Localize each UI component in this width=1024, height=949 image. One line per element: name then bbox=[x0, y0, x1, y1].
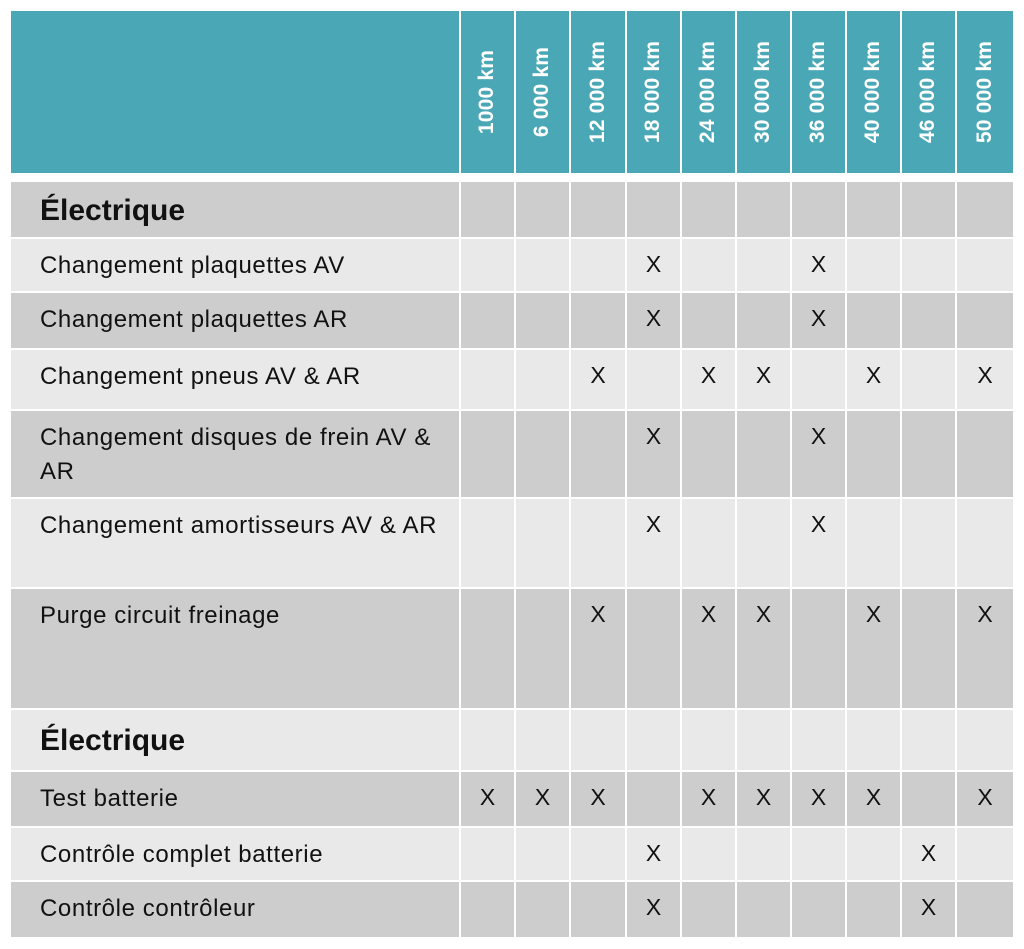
check-mark: X bbox=[700, 784, 717, 810]
table-cell bbox=[461, 772, 514, 826]
table-cell bbox=[847, 882, 900, 937]
section-heading-text: Électrique bbox=[40, 194, 186, 227]
table-cell bbox=[957, 882, 1013, 937]
table-cell bbox=[627, 182, 680, 237]
table-cell bbox=[516, 411, 569, 497]
row-label-text: Contrôle complet batterie bbox=[40, 841, 324, 868]
table-cell bbox=[571, 499, 625, 587]
table-cell bbox=[902, 772, 955, 826]
table-cell bbox=[847, 589, 900, 708]
table-cell bbox=[516, 239, 569, 291]
table-cell bbox=[902, 882, 955, 937]
table-cell bbox=[516, 882, 569, 937]
table-cell bbox=[792, 182, 845, 237]
check-mark: X bbox=[810, 305, 827, 331]
table-cell bbox=[957, 293, 1013, 348]
table-cell bbox=[737, 882, 790, 937]
column-header-label: 30 000 km bbox=[751, 40, 775, 144]
table-cell bbox=[516, 772, 569, 826]
table-cell bbox=[957, 350, 1013, 409]
check-mark: X bbox=[810, 784, 827, 810]
table-cell bbox=[516, 182, 569, 237]
table-cell bbox=[902, 828, 955, 880]
table-cell bbox=[571, 182, 625, 237]
column-header-label: 6 000 km bbox=[530, 46, 554, 138]
table-cell bbox=[461, 239, 514, 291]
table-cell bbox=[792, 710, 845, 770]
table-cell bbox=[737, 710, 790, 770]
table-cell bbox=[682, 589, 735, 708]
table-cell bbox=[792, 411, 845, 497]
section-heading bbox=[11, 182, 459, 237]
table-cell bbox=[682, 350, 735, 409]
table-cell bbox=[957, 589, 1013, 708]
table-cell bbox=[682, 411, 735, 497]
table-cell bbox=[737, 411, 790, 497]
table-cell bbox=[847, 182, 900, 237]
table-cell bbox=[847, 239, 900, 291]
check-mark: X bbox=[920, 840, 937, 866]
check-mark: X bbox=[810, 423, 827, 449]
table-cell bbox=[516, 293, 569, 348]
column-header bbox=[902, 11, 955, 173]
check-mark: X bbox=[645, 511, 662, 537]
table-cell bbox=[571, 239, 625, 291]
table-cell bbox=[792, 239, 845, 291]
table-cell bbox=[847, 499, 900, 587]
check-mark: X bbox=[590, 601, 606, 627]
column-header-label: 40 000 km bbox=[861, 40, 885, 144]
row-label-text: Purge circuit freinage bbox=[40, 602, 280, 629]
table-cell bbox=[682, 828, 735, 880]
table-cell bbox=[516, 710, 569, 770]
header-corner bbox=[11, 11, 459, 173]
column-header bbox=[737, 11, 790, 173]
table-cell bbox=[461, 828, 514, 880]
table-cell bbox=[516, 828, 569, 880]
table-cell bbox=[627, 239, 680, 291]
section-heading bbox=[11, 710, 459, 770]
table-cell bbox=[571, 293, 625, 348]
check-mark: X bbox=[977, 601, 993, 627]
table-cell bbox=[682, 182, 735, 237]
table-cell bbox=[461, 499, 514, 587]
check-mark: X bbox=[645, 840, 662, 866]
table-cell bbox=[737, 293, 790, 348]
table-cell bbox=[461, 589, 514, 708]
table-cell bbox=[571, 589, 625, 708]
table-cell bbox=[847, 293, 900, 348]
column-header bbox=[957, 11, 1013, 173]
table-cell bbox=[682, 882, 735, 937]
table-cell bbox=[957, 772, 1013, 826]
row-label bbox=[11, 293, 459, 348]
row-label bbox=[11, 499, 459, 587]
check-mark: X bbox=[590, 362, 606, 388]
check-mark: X bbox=[700, 601, 717, 627]
table-cell bbox=[682, 239, 735, 291]
table-cell bbox=[792, 499, 845, 587]
table-cell bbox=[847, 772, 900, 826]
table-cell bbox=[516, 350, 569, 409]
row-label-text: Changement amortisseurs AV & AR bbox=[40, 512, 437, 539]
check-mark: X bbox=[865, 784, 882, 810]
column-header-label: 36 000 km bbox=[806, 40, 830, 144]
check-mark: X bbox=[865, 362, 882, 388]
table-cell bbox=[792, 293, 845, 348]
column-header bbox=[461, 11, 514, 173]
table-cell bbox=[957, 182, 1013, 237]
table-cell bbox=[792, 882, 845, 937]
check-mark: X bbox=[755, 784, 772, 810]
check-mark: X bbox=[810, 251, 827, 277]
table-cell bbox=[516, 499, 569, 587]
table-cell bbox=[461, 710, 514, 770]
table-cell bbox=[461, 182, 514, 237]
table-cell bbox=[847, 828, 900, 880]
table-cell bbox=[627, 350, 680, 409]
table-cell bbox=[902, 350, 955, 409]
table-cell bbox=[627, 882, 680, 937]
row-label bbox=[11, 411, 459, 497]
check-mark: X bbox=[920, 894, 937, 920]
table-cell bbox=[461, 350, 514, 409]
table-cell bbox=[627, 710, 680, 770]
table-cell bbox=[627, 499, 680, 587]
table-cell bbox=[737, 772, 790, 826]
check-mark: X bbox=[645, 251, 662, 277]
row-label bbox=[11, 882, 459, 937]
table-cell bbox=[902, 499, 955, 587]
check-mark: X bbox=[645, 423, 662, 449]
table-cell bbox=[957, 828, 1013, 880]
row-label-text: Changement plaquettes AV bbox=[40, 252, 345, 279]
table-cell bbox=[902, 293, 955, 348]
table-cell bbox=[737, 350, 790, 409]
column-header bbox=[847, 11, 900, 173]
column-header-label: 24 000 km bbox=[696, 40, 720, 144]
table-cell bbox=[461, 293, 514, 348]
table-cell bbox=[516, 589, 569, 708]
row-label bbox=[11, 350, 459, 409]
table-cell bbox=[737, 589, 790, 708]
check-mark: X bbox=[977, 362, 993, 388]
table-cell bbox=[957, 411, 1013, 497]
table-cell bbox=[902, 411, 955, 497]
check-mark: X bbox=[810, 511, 827, 537]
table-cell bbox=[627, 772, 680, 826]
table-cell bbox=[682, 499, 735, 587]
table-cell bbox=[682, 772, 735, 826]
column-header-label: 12 000 km bbox=[586, 40, 609, 144]
table-cell bbox=[627, 293, 680, 348]
table-cell bbox=[902, 239, 955, 291]
column-header bbox=[571, 11, 625, 173]
row-label-text: Changement disques de frein AV & AR bbox=[40, 424, 431, 485]
table-cell bbox=[957, 499, 1013, 587]
row-label-text: Contrôle contrôleur bbox=[40, 895, 256, 922]
row-label bbox=[11, 239, 459, 291]
check-mark: X bbox=[645, 894, 662, 920]
row-label bbox=[11, 772, 459, 826]
table-cell bbox=[792, 350, 845, 409]
column-header bbox=[682, 11, 735, 173]
row-label-text: Changement pneus AV & AR bbox=[40, 363, 361, 390]
table-cell bbox=[627, 828, 680, 880]
table-cell bbox=[792, 772, 845, 826]
table-cell bbox=[627, 589, 680, 708]
table-cell bbox=[737, 499, 790, 587]
table-cell bbox=[682, 710, 735, 770]
check-mark: X bbox=[977, 784, 993, 810]
table-cell bbox=[737, 182, 790, 237]
table-cell bbox=[902, 589, 955, 708]
row-label bbox=[11, 589, 459, 708]
table-cell bbox=[571, 882, 625, 937]
row-label-text: Test batterie bbox=[40, 785, 179, 812]
row-label-text: Changement plaquettes AR bbox=[40, 306, 348, 333]
table-cell bbox=[957, 239, 1013, 291]
table-cell bbox=[792, 589, 845, 708]
table-cell bbox=[847, 710, 900, 770]
column-header bbox=[516, 11, 569, 173]
table-cell bbox=[571, 411, 625, 497]
check-mark: X bbox=[865, 601, 882, 627]
check-mark: X bbox=[755, 362, 772, 388]
table-cell bbox=[902, 710, 955, 770]
table-cell bbox=[737, 828, 790, 880]
column-header bbox=[792, 11, 845, 173]
table-cell bbox=[461, 411, 514, 497]
column-header-label: 18 000 km bbox=[641, 40, 665, 144]
table-cell bbox=[627, 411, 680, 497]
table-cell bbox=[461, 882, 514, 937]
table-cell bbox=[847, 411, 900, 497]
check-mark: X bbox=[479, 784, 496, 810]
check-mark: X bbox=[755, 601, 772, 627]
table-cell bbox=[957, 710, 1013, 770]
column-header bbox=[627, 11, 680, 173]
column-header-label: 50 000 km bbox=[973, 40, 996, 144]
table-cell bbox=[847, 350, 900, 409]
table-cell bbox=[571, 710, 625, 770]
column-header-label: 46 000 km bbox=[916, 40, 940, 144]
table-cell bbox=[792, 828, 845, 880]
check-mark: X bbox=[590, 784, 606, 810]
table-cell bbox=[571, 350, 625, 409]
table-cell bbox=[737, 239, 790, 291]
table-cell bbox=[571, 828, 625, 880]
check-mark: X bbox=[534, 784, 551, 810]
section-heading-text: Électrique bbox=[40, 724, 186, 757]
table-cell bbox=[902, 182, 955, 237]
check-mark: X bbox=[700, 362, 717, 388]
column-header-label: 1000 km bbox=[475, 49, 499, 135]
table-cell bbox=[571, 772, 625, 826]
row-label bbox=[11, 828, 459, 880]
table-cell bbox=[682, 293, 735, 348]
check-mark: X bbox=[645, 305, 662, 331]
